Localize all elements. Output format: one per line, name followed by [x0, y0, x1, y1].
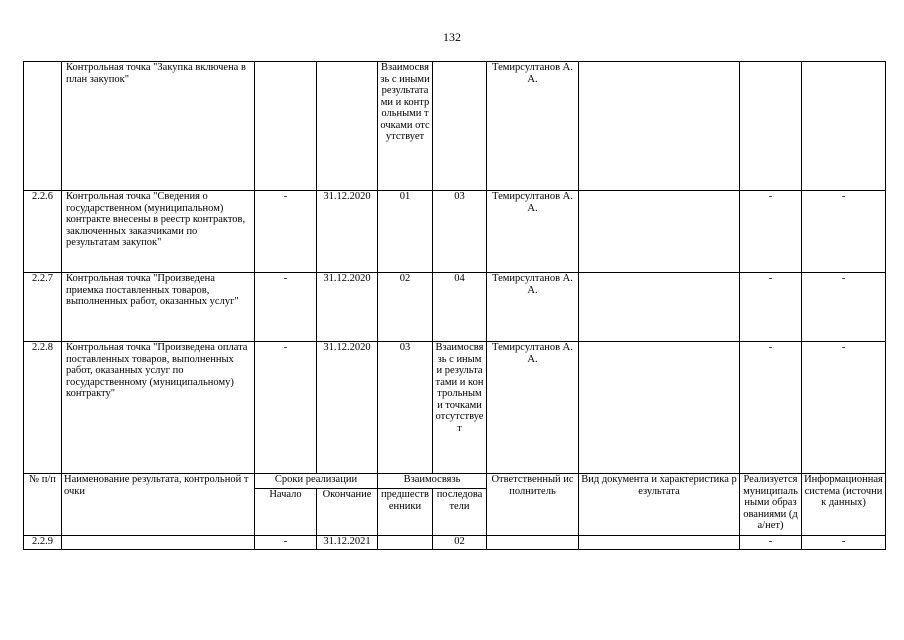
- row-start: -: [255, 536, 317, 550]
- row-info-system: -: [802, 191, 886, 273]
- header-info-system: Информационная система (источник данных): [802, 474, 886, 536]
- header-successors: последователи: [433, 489, 487, 536]
- table-row: [24, 62, 886, 191]
- header-end: Окончание: [317, 489, 378, 536]
- row-end: 31.12.2020: [317, 273, 378, 342]
- row-municipal: [740, 62, 802, 191]
- row-info-system: -: [802, 342, 886, 474]
- header-municipal: Реализуется муниципальными образованиями (да/нет): [740, 474, 802, 536]
- row-start: [255, 62, 317, 191]
- row-successors: [433, 62, 487, 191]
- row-end: 31.12.2021: [317, 536, 378, 550]
- row-successors: 04: [433, 273, 487, 342]
- row-start: -: [255, 273, 317, 342]
- row-predecessors: [378, 536, 433, 550]
- row-responsible: [487, 536, 579, 550]
- row-info-system: -: [802, 273, 886, 342]
- row-name: Контрольная точка "Произведена приемка поставленных товаров, выполненных работ, оказанных услуг": [62, 273, 255, 342]
- row-responsible: Темирсултанов А.А.: [487, 191, 579, 273]
- table-row: [24, 342, 886, 474]
- row-document: [579, 536, 740, 550]
- header-terms: Сроки реализации: [255, 474, 378, 489]
- header-document: Вид документа и характеристика результата: [579, 474, 740, 536]
- row-name: Контрольная точка "Сведения о государственном (муниципальном) контракте внесены в реестр контрактов, заключенных заказчиками по результатам закупок": [62, 191, 255, 273]
- row-responsible: Темирсултанов А.А.: [487, 342, 579, 474]
- row-document: [579, 62, 740, 191]
- row-successors: 02: [433, 536, 487, 550]
- table-row: [24, 273, 886, 342]
- row-municipal: -: [740, 273, 802, 342]
- row-end: [317, 62, 378, 191]
- header-num: № п/п: [24, 474, 62, 536]
- page-number: 132: [443, 30, 461, 44]
- row-municipal: -: [740, 536, 802, 550]
- row-number: [24, 62, 62, 191]
- header-start: Начало: [255, 489, 317, 536]
- row-name: Контрольная точка "Произведена оплата поставленных товаров, выполненных работ, оказанных услуг по государственному (муниципальному) контракту": [62, 342, 255, 474]
- row-document: [579, 273, 740, 342]
- results-table: [23, 61, 886, 550]
- row-info-system: [802, 62, 886, 191]
- row-successors: 03: [433, 191, 487, 273]
- row-start: -: [255, 342, 317, 474]
- row-end: 31.12.2020: [317, 342, 378, 474]
- table-header-row: [24, 474, 886, 489]
- row-name: [62, 536, 255, 550]
- header-relation: Взаимосвязь: [378, 474, 487, 489]
- row-name: Контрольная точка "Закупка включена в план закупок": [62, 62, 255, 191]
- row-end: 31.12.2020: [317, 191, 378, 273]
- header-name: Наименование результата, контрольной точки: [62, 474, 255, 536]
- row-predecessors: 01: [378, 191, 433, 273]
- row-document: [579, 342, 740, 474]
- row-predecessors: 02: [378, 273, 433, 342]
- row-document: [579, 191, 740, 273]
- header-responsible: Ответственный исполнитель: [487, 474, 579, 536]
- row-start: -: [255, 191, 317, 273]
- row-number: 2.2.9: [24, 536, 62, 550]
- row-municipal: -: [740, 191, 802, 273]
- row-info-system: -: [802, 536, 886, 550]
- row-number: 2.2.7: [24, 273, 62, 342]
- row-successors: Взаимосвязь с иными результатами и контрольными точками отсутствует: [433, 342, 487, 474]
- table-row: [24, 536, 886, 550]
- row-number: 2.2.8: [24, 342, 62, 474]
- row-responsible: Темирсултанов А.А.: [487, 62, 579, 191]
- table-row: [24, 191, 886, 273]
- row-predecessors: Взаимосвязь с иными результатами и контрольными точками отсутствует: [378, 62, 433, 191]
- row-responsible: Темирсултанов А.А.: [487, 273, 579, 342]
- row-predecessors: 03: [378, 342, 433, 474]
- row-number: 2.2.6: [24, 191, 62, 273]
- row-municipal: -: [740, 342, 802, 474]
- header-predecessors: предшественники: [378, 489, 433, 536]
